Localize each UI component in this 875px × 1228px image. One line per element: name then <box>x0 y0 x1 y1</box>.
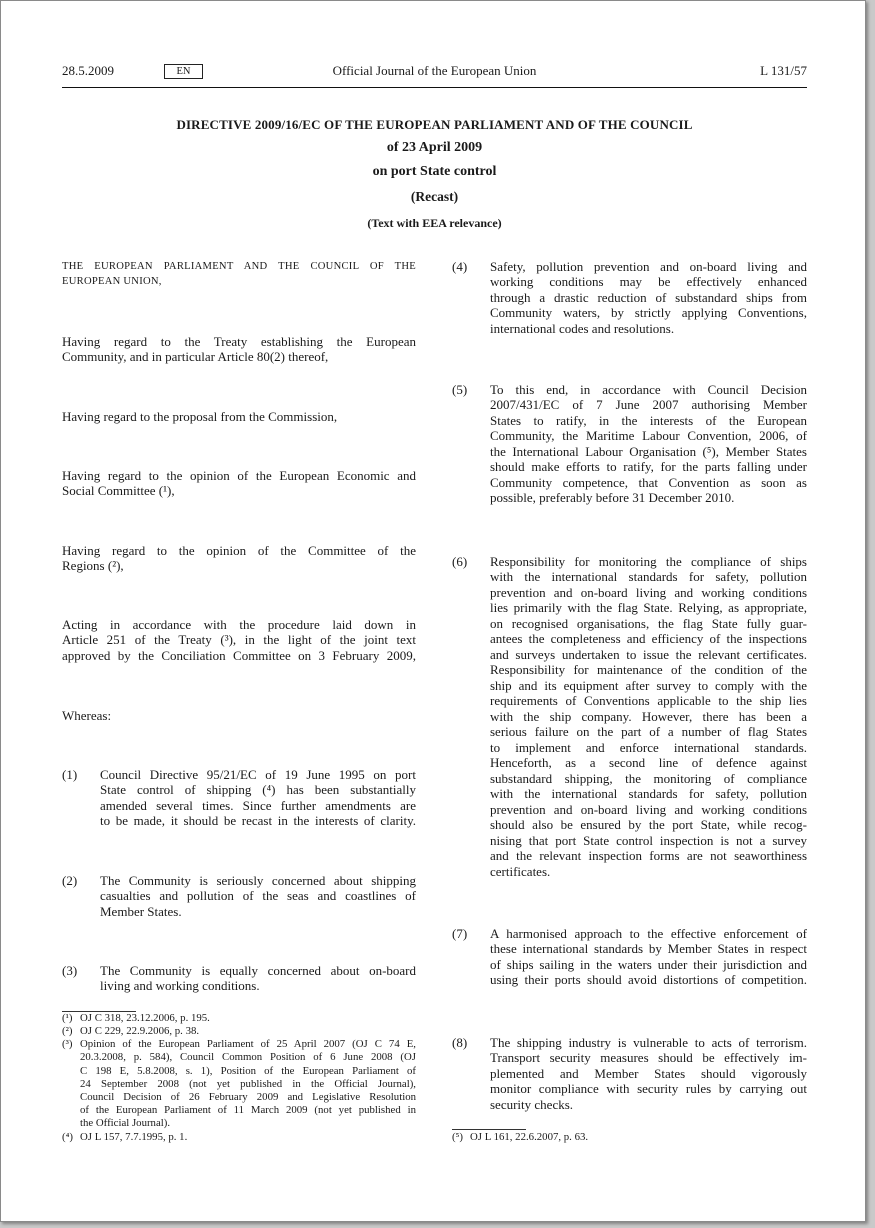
text-line: lies primarily with the flag State. Relying, as appropriate, <box>490 600 807 615</box>
text-line: To this end, in accordance with Council Decision <box>490 381 807 397</box>
text-line: possible, preferably before 31 December 2010. <box>490 490 735 505</box>
block-text <box>62 259 416 290</box>
text-line: on recognised organisations, the flag State fully guar- <box>490 615 807 631</box>
text-line: certificates. <box>490 863 551 879</box>
text-line: State control of shipping (⁴) has been substantially <box>100 782 416 797</box>
recast-label: (Recast) <box>410 189 459 204</box>
block-text <box>490 926 807 988</box>
footnote-line: OJ L 157, 7.7.1995, p. 1. <box>80 1131 188 1144</box>
block-text <box>62 409 416 425</box>
text-line: Safety, pollution prevention and on-board living and <box>490 258 807 274</box>
footnote-number: (¹) <box>62 1012 73 1025</box>
text-line: the International Labour Organisation (⁵), Member States <box>490 443 807 459</box>
text-line: ship and its equipment after survey to comply with the <box>490 677 807 693</box>
text-line: Article 251 of the Treaty (³), in the light of the joint text <box>62 632 416 647</box>
text-line: monitor compliance with security rules by carrying out <box>490 1081 807 1096</box>
text-line: and surveys undertaken to issue the relevant certificates. <box>490 646 807 662</box>
text-line: Community, and in particular Article 80(2) thereof, <box>62 349 329 364</box>
block-text <box>490 259 807 337</box>
text-line: prevention and on-board living and working conditions <box>490 584 807 600</box>
text-line: these international standards by Member States in respect <box>490 941 807 956</box>
block-text <box>470 1131 807 1144</box>
text-line: Having regard to the opinion of the Committee of the <box>62 542 416 558</box>
text-line: approved by the Conciliation Committee on 3 February 2009, <box>62 647 416 663</box>
text-line: with the international standards for safety, pollution <box>490 786 807 801</box>
text-line: should also be ensured by the port State, while recog- <box>490 817 807 832</box>
recital-number: (2) <box>62 872 78 888</box>
text-line: Responsibility for maintenance of the condition of the <box>490 662 807 677</box>
text-line: security checks. <box>490 1096 574 1112</box>
block-text <box>62 543 416 574</box>
block-text <box>62 468 416 499</box>
footnote-number: (⁵) <box>452 1131 463 1144</box>
text-line: States to ratify, in the interests of the European <box>490 412 807 428</box>
text-line: Acting in accordance with the procedure laid down in <box>62 616 416 632</box>
block-text <box>62 334 416 365</box>
text-line: Having regard to the Treaty establishing the European <box>62 333 416 349</box>
block-text <box>490 554 807 880</box>
text-line: EUROPEAN UNION, <box>62 276 162 287</box>
text-line: working conditions may be effectively enhanced <box>490 274 807 289</box>
text-line: THE EUROPEAN PARLIAMENT AND THE COUNCIL OF THE <box>62 260 416 272</box>
text-line: The shipping industry is vulnerable to acts of terrorism. <box>490 1034 807 1050</box>
footnote-line: C 198 E, 5.8.2008, s. 1), Position of the European Parliament of <box>80 1064 416 1077</box>
text-line: plemented and Member States should vigorously <box>490 1065 807 1081</box>
text-line: 2007/431/EC of 7 June 2007 authorising Member <box>490 397 807 412</box>
text-line: Community competence, that Convention as soon as <box>490 474 807 490</box>
text-line: to be made, it should be recast in the interests of clarity. <box>100 813 416 828</box>
recital-number: (6) <box>452 553 468 569</box>
header-rule <box>62 87 807 88</box>
text-line: The Community is seriously concerned about shipping <box>100 872 416 888</box>
block-text <box>100 873 416 920</box>
recital-number: (5) <box>452 381 468 397</box>
text-line: Regions (²), <box>62 558 124 573</box>
text-line: Having regard to the proposal from the Commission, <box>62 408 338 424</box>
text-line: using their ports should avoid distortions of competition. <box>490 972 807 987</box>
text-line: Member States. <box>100 903 182 919</box>
block-text <box>80 1131 416 1144</box>
text-line: substandard shipping, the monitoring of compliance <box>490 770 807 786</box>
text-line: Having regard to the opinion of the European Economic and <box>62 467 416 483</box>
footnote-line: 24 September 2008 (not yet published in the Official Journal), <box>80 1077 416 1090</box>
text-line: casualties and pollution of the seas and coastlines of <box>100 888 416 903</box>
text-line: Whereas: <box>62 707 112 723</box>
block-text <box>62 617 416 664</box>
text-line: requirements of Conventions applicable to the ship lies <box>490 693 807 708</box>
directive-title: DIRECTIVE 2009/16/EC OF THE EUROPEAN PARLIAMENT AND OF THE COUNCIL <box>176 117 693 132</box>
text-line: A harmonised approach to the effective enforcement of <box>490 925 807 941</box>
text-line: serious failure on the part of a number of flag States <box>490 724 807 739</box>
footnote-line: Council Decision of 26 February 2009 and Legislative Resolution <box>80 1090 416 1103</box>
text-line: should make efforts to ratify, for the parts falling under <box>490 459 807 474</box>
text-line: Social Committee (¹), <box>62 483 175 498</box>
block-text <box>490 382 807 506</box>
text-line: nising that port State control inspection is not a survey <box>490 832 807 848</box>
text-line: The Community is equally concerned about on-board <box>100 962 416 978</box>
eea-relevance-label: (Text with EEA relevance) <box>367 216 502 230</box>
text-line: with the international standards for safety, pollution <box>490 569 807 584</box>
text-line: Community, the Maritime Labour Convention, 2006, of <box>490 428 807 443</box>
footnote-line: the Official Journal). <box>80 1117 171 1130</box>
text-line: Responsibility for monitoring the compliance of ships <box>490 553 807 569</box>
text-line: Henceforth, as a second line of defence against <box>490 755 807 770</box>
recital-number: (4) <box>452 258 468 274</box>
footnote-line: OJ C 229, 22.9.2006, p. 38. <box>80 1025 200 1038</box>
text-line: to implement and enforce international standards. <box>490 739 807 755</box>
footnote-line: OJ L 161, 22.6.2007, p. 63. <box>470 1131 589 1144</box>
recital-number: (8) <box>452 1034 468 1050</box>
text-line: international codes and resolutions. <box>490 320 675 336</box>
text-line: of ships sailing in the waters under their jurisdiction and <box>490 956 807 972</box>
footnote-line: OJ C 318, 23.12.2006, p. 195. <box>80 1012 210 1025</box>
footnote-number: (²) <box>62 1025 73 1038</box>
directive-subject: on port State control <box>372 164 497 179</box>
block-text <box>100 767 416 829</box>
text-line: with the ship company. However, there has been a <box>490 708 807 724</box>
text-line: living and working conditions. <box>100 978 260 993</box>
footnote-number: (³) <box>62 1038 73 1051</box>
text-line: antees the completeness and efficiency of the inspections <box>490 631 807 646</box>
text-line: Community waters, by strictly applying Conventions, <box>490 305 807 320</box>
text-line: through a drastic reduction of substandard ships from <box>490 289 807 305</box>
recital-number: (3) <box>62 962 78 978</box>
text-line: Council Directive 95/21/EC of 19 June 1995 on port <box>100 766 416 782</box>
footnote-line: Opinion of the European Parliament of 25 April 2007 (OJ C 74 E, <box>80 1038 416 1051</box>
block-text <box>80 1012 416 1025</box>
text-line: Transport security measures should be effectively im- <box>490 1050 807 1065</box>
block-text <box>80 1025 416 1038</box>
recital-number: (7) <box>452 925 468 941</box>
directive-date: of 23 April 2009 <box>386 140 483 155</box>
block-text <box>80 1038 416 1130</box>
page-reference: L 131/57 <box>760 63 807 78</box>
journal-title: Official Journal of the European Union <box>332 63 537 78</box>
block-text <box>62 708 416 724</box>
language-badge: EN <box>164 64 203 79</box>
publication-date: 28.5.2009 <box>62 63 114 78</box>
block-text <box>490 1035 807 1113</box>
footnote-separator-right <box>452 1129 526 1130</box>
text-line: prevention and on-board living and working conditions <box>490 801 807 817</box>
footnote-line: 20.3.2008, p. 584), Council Common Position of 6 June 2008 (OJ <box>80 1051 416 1064</box>
text-line: and the relevant inspection forms are not seaworthiness <box>490 848 807 863</box>
footnote-line: of the European Parliament of 11 March 2009 (not yet published in <box>80 1104 416 1117</box>
text-line: amended several times. Since further amendments are <box>100 797 416 813</box>
recital-number: (1) <box>62 766 78 782</box>
block-text <box>100 963 416 994</box>
footnote-number: (⁴) <box>62 1131 73 1144</box>
